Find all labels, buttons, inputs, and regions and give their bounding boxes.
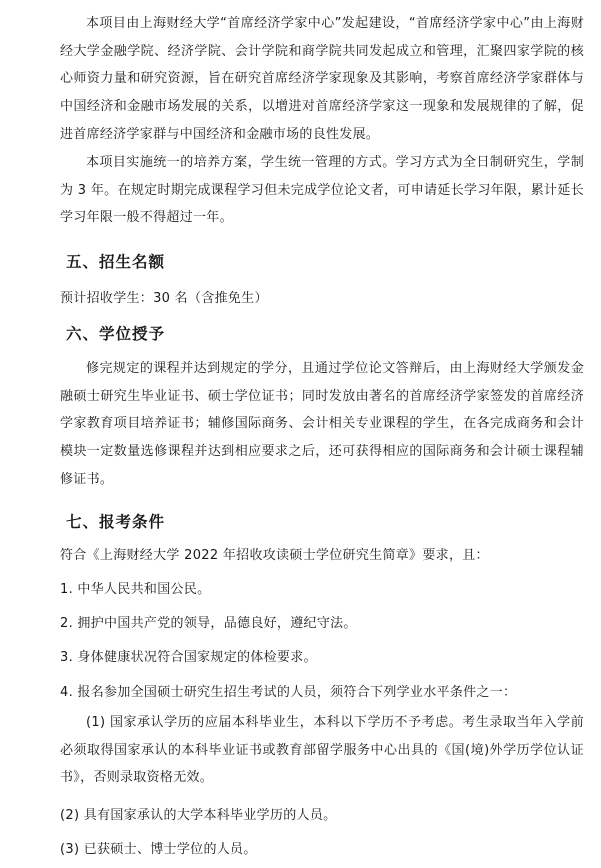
requirement-item-1: 1. 中华人民共和国公民。 [60,582,211,597]
heading-degree: 六、学位授予 [66,325,166,343]
heading-enrollment: 五、招生名额 [66,253,166,271]
paragraph-intro: 本项目由上海财经大学“首席经济学家中心”发起建设，“首席经济学家中心”由上海财经大学金融学院、经济学院、会计学院和商学院共同发起成立和管理，汇聚四家学院的核心师资力量和研究资源，旨在研究首席经济学家现象及其影响，考察首席经济学家群体与中国经济和金融市场发展的关系，以增进对首席经济学家这一现象和发展规律的了解，促进首席经济学家群与中国经济和金融市场的良性发展。 [60,16,584,142]
paragraph-training: 本项目实施统一的培养方案，学生统一管理的方式。学习方式为全日制研究生，学制为 3 年。在规定时期完成课程学习但未完成学位论文者，可申请延长学习年限，累计延长学习年限一般不得超过一年。 [60,155,584,226]
requirement-item-4: 4. 报名参加全国硕士研究生招生考试的人员，须符合下列学业水平条件之一： [60,685,517,700]
requirements-intro: 符合《上海财经大学 2022 年招收攻读硕士学位研究生简章》要求，且： [60,548,489,563]
heading-requirements: 七、报考条件 [66,513,166,531]
enrollment-text: 预计招收学生：30 名（含推免生） [60,291,268,306]
degree-text: 修完规定的课程并达到规定的学分，且通过学位论文答辩后，由上海财经大学颁发金融硕士研究生毕业证书、硕士学位证书；同时发放由著名的首席经济学家签发的首席经济学家教育项目培养证书；辅修国际商务、会计相关专业课程的学生，在各完成商务和会计模块一定数量选修课程并达到相应要求之后，还可获得相应的国际商务和会计硕士课程辅修证书。 [60,361,584,487]
requirement-subitem-3: (3) 已获硕士、博士学位的人员。 [60,842,257,857]
requirement-item-3: 3. 身体健康状况符合国家规定的体检要求。 [60,650,317,665]
requirement-item-2: 2. 拥护中国共产党的领导，品德良好，遵纪守法。 [60,616,357,631]
requirement-subitem-1: (1) 国家承认学历的应届本科毕业生，本科以下学历不予考虑。考生录取当年入学前必须取得国家承认的本科毕业证书或教育部留学服务中心出具的《国(境)外学历学位认证书》，否则录取资格无效。 [60,715,584,786]
requirement-subitem-2: (2) 具有国家承认的大学本科毕业学历的人员。 [60,808,337,823]
